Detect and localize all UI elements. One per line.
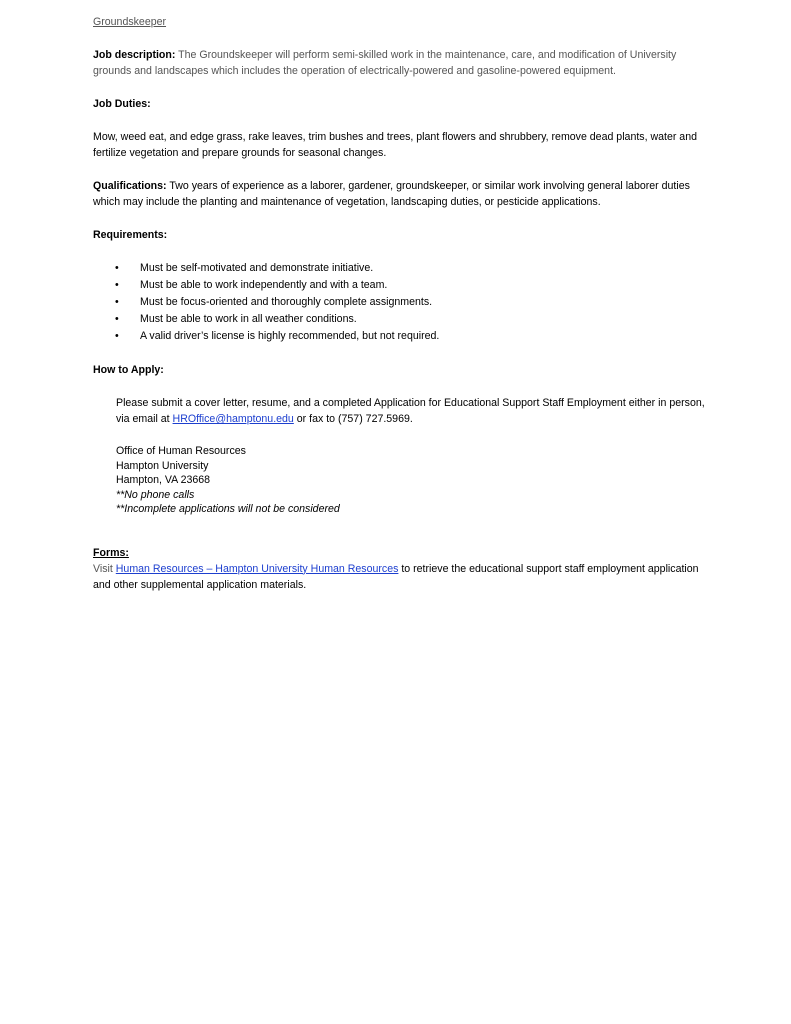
apply-text-before: Please submit a cover letter, resume, and a completed Application for Educational Support Staff Employment either in person, via email at bbox=[116, 397, 705, 425]
bullet-icon: • bbox=[115, 279, 119, 291]
address-line-3: Hampton, VA 23668 bbox=[116, 474, 211, 486]
how-to-apply-text bbox=[93, 395, 713, 427]
bullet-icon: • bbox=[115, 262, 119, 274]
list-item bbox=[93, 277, 713, 294]
forms-text-after: to retrieve the educational support staff employment application and other supplemental application materials. bbox=[93, 562, 699, 591]
job-description bbox=[93, 47, 713, 79]
hr-link[interactable]: Human Resources – Hampton University Human Resources bbox=[115, 562, 399, 575]
note-no-phone: **No phone calls bbox=[116, 488, 195, 501]
requirement-text: Must be self-motivated and demonstrate initiative. bbox=[140, 262, 374, 274]
requirement-text: Must be focus-oriented and thoroughly complete assignments. bbox=[140, 296, 433, 308]
requirements-heading: Requirements: bbox=[93, 229, 168, 241]
address-line-1: Office of Human Resources bbox=[116, 445, 246, 457]
list-item bbox=[93, 311, 713, 328]
list-item bbox=[93, 328, 713, 345]
qualifications-label: Qualifications: bbox=[93, 180, 167, 192]
job-duties-heading: Job Duties: bbox=[93, 98, 151, 110]
requirements-list bbox=[93, 260, 713, 345]
qualifications bbox=[93, 178, 713, 210]
bullet-icon: • bbox=[115, 313, 119, 325]
apply-text-after: or fax to (757) 727.5969. bbox=[296, 413, 413, 425]
hr-address bbox=[93, 444, 713, 517]
page-title: Groundskeeper bbox=[93, 16, 167, 28]
list-item bbox=[93, 260, 713, 277]
requirement-text: Must be able to work independently and with a team. bbox=[140, 279, 388, 291]
job-posting bbox=[93, 14, 713, 610]
job-description-label: Job description: bbox=[93, 49, 176, 61]
bullet-icon: • bbox=[115, 296, 119, 308]
address-line-2: Hampton University bbox=[116, 459, 209, 472]
requirement-text: A valid driver’s license is highly recommended, but not required. bbox=[140, 330, 440, 342]
requirement-text: Must be able to work in all weather conditions. bbox=[140, 313, 357, 325]
email-link[interactable]: HROffice@hamptonu.edu bbox=[172, 413, 294, 425]
forms-heading: Forms: bbox=[93, 546, 129, 559]
qualifications-text: Two years of experience as a laborer, gardener, groundskeeper, or similar work involving general laborer duties which may include the planting and maintenance of vegetation, landscaping duties, or pesticide applications. bbox=[93, 180, 690, 208]
forms-text bbox=[93, 561, 713, 593]
list-item bbox=[93, 294, 713, 311]
note-incomplete: **Incomplete applications will not be considered bbox=[116, 503, 340, 515]
forms-visit: Visit bbox=[93, 562, 113, 575]
how-to-apply-heading: How to Apply: bbox=[93, 364, 164, 376]
job-duties-text: Mow, weed eat, and edge grass, rake leaves, trim bushes and trees, plant flowers and shrubbery, remove dead plants, water and fertilize vegetation and prepare grounds for seasonal changes. bbox=[93, 131, 697, 159]
bullet-icon: • bbox=[115, 330, 119, 342]
job-description-text: The Groundskeeper will perform semi-skilled work in the maintenance, care, and modification of University grounds and landscapes which includes the operation of electrically-powered and gasoline-powered equipment. bbox=[93, 49, 677, 77]
